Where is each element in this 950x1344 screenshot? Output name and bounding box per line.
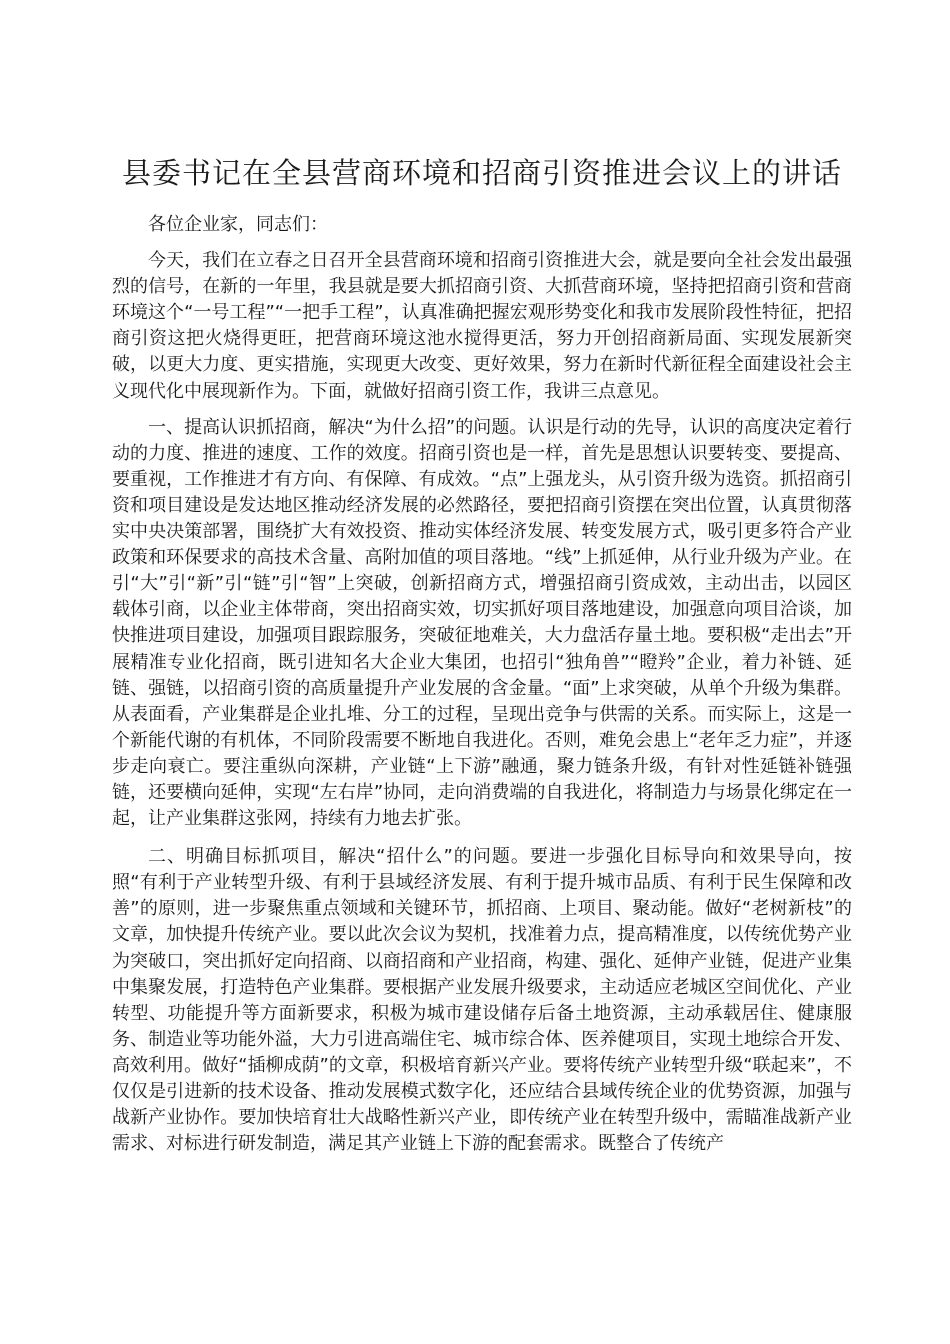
intro-paragraph: 今天，我们在立春之日召开全县营商环境和招商引资推进大会，就是要向全社会发出最强烈的信号，在新的一年里，我县就是要大抓招商引资、大抓营商环境，坚持把招商引资和营商环境这个“一号工程”“一把手工程”，认真准确把握宏观形势变化和我市发展阶段性特征，把招商引资这把火烧得更旺，把营商环境这池水搅得更活，努力开创招商新局面、实现发展新突破，以更大力度、更实措施，实现更大改变、更好效果，努力在新时代新征程全面建设社会主义现代化中展现新作为。下面，就做好招商引资工作，我讲三点意见。 [112, 250, 852, 402]
section-one-paragraph: 一、提高认识抓招商，解决“为什么招”的问题。认识是行动的先导，认识的高度决定着行动的力度、推进的速度、工作的效度。招商引资也是一样，首先是思想认识要转变、要提高、要重视，工作推进才有方向、有保障、有成效。“点”上强龙头，从引资升级为选资。抓招商引资和项目建设是发达地区推动经济发展的必然路径，要把招商引资摆在突出位置，认真贯彻落实中央决策部署，围绕扩大有效投资、推动实体经济发展、转变发展方式，吸引更多符合产业政策和环保要求的高技术含量、高附加值的项目落地。“线”上抓延伸，从行业升级为产业。在引“大”引“新”引“链”引“智”上突破，创新招商方式，增强招商引资成效，主动出击，以园区载体引商，以企业主体带商，突出招商实效，切实抓好项目落地建设，加强意向项目洽谈，加快推进项目建设，加强项目跟踪服务，突破征地难关，大力盘活存量土地。要积极“走出去”开展精准专业化招商，既引进知名大企业大集团，也招引“独角兽”“瞪羚”企业，着力补链、延链、强链，以招商引资的高质量提升产业发展的含金量。“面”上求突破，从单个升级为集群。从表面看，产业集群是企业扎堆、分工的过程，呈现出竞争与供需的关系。而实际上，这是一个新能代谢的有机体，不同阶段需要不断地自我进化。否则，难免会患上“老年乏力症”，并逐步走向衰亡。要注重纵向深耕，产业链“上下游”融通，聚力链条升级，有针对性延链补链强链，还要横向延伸，实现“左右岸”协同，走向消费端的自我进化，将制造力与场景化绑定在一起，让产业集群这张网，持续有力地去扩张。 [112, 416, 852, 830]
document-page [112, 150, 852, 1157]
section-two-paragraph: 二、明确目标抓项目，解决“招什么”的问题。要进一步强化目标导向和效果导向，按照“有利于产业转型升级、有利于县域经济发展、有利于提升城市品质、有利于民生保障和改善”的原则，进一步聚焦重点领域和关键环节，抓招商、上项目、聚动能。做好“老树新枝”的文章，加快提升传统产业。要以此次会议为契机，找准着力点，提高精准度，以传统优势产业为突破口，突出抓好定向招商、以商招商和产业招商，构建、强化、延伸产业链，促进产业集中集聚发展，打造特色产业集群。要根据产业发展升级要求，主动适应老城区空间优化、产业转型、功能提升等方面新要求，积极为城市建设储存后备土地资源，主动承载居住、健康服务、制造业等功能外溢，大力引进高端住宅、城市综合体、医养健项目，实现土地综合开发、高效利用。做好“插柳成荫”的文章，积极培育新兴产业。要将传统产业转型升级“联起来”，不仅仅是引进新的技术设备、推动发展模式数字化，还应结合县域传统企业的优势资源，加强与战新产业协作。要加快培育壮大战略性新兴产业，即传统产业在转型升级中，需瞄准战新产业需求、对标进行研发制造，满足其产业链上下游的配套需求。既整合了传统产 [112, 846, 852, 1155]
greeting-line: 各位企业家，同志们： [148, 214, 328, 235]
document-title: 县委书记在全县营商环境和招商引资推进会议上的讲话 [122, 156, 843, 190]
